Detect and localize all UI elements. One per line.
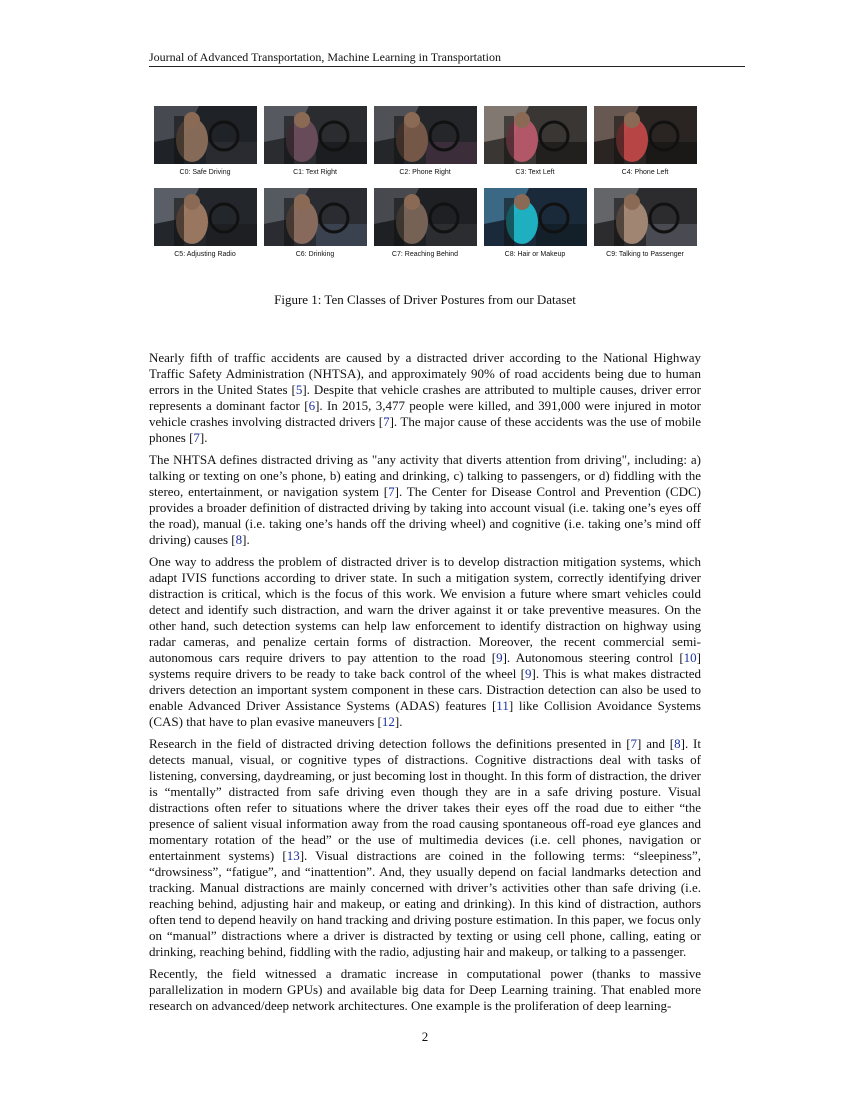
seat-back: [504, 116, 514, 164]
driver-photo-scene: [374, 106, 477, 164]
seat-back: [284, 116, 294, 164]
citation-link[interactable]: 11: [496, 698, 509, 714]
seat-back: [614, 116, 624, 164]
seat-back: [174, 116, 184, 164]
running-head: Journal of Advanced Transportation, Machine Learning in Transportation: [149, 50, 745, 67]
citation-link[interactable]: 13: [286, 848, 300, 864]
body-text: [149, 350, 701, 1021]
paragraph-text: Nearly fifth of traffic accidents are caused by a distracted driver according to the National Highway Traffic Safety Administration (NHTSA), and approximately 90% of road accidents being due to human errors in the United States [: [149, 350, 701, 397]
driver-photo: [484, 106, 587, 164]
citation-link[interactable]: 8: [674, 736, 681, 752]
paragraph-text: Recently, the field witnessed a dramatic increase in computational power (thanks to massive parallelization in modern GPUs) and available big data for Deep Learning training. That enabled more research on advanced/deep network architectures. One example is the proliferation of deep learning-: [149, 966, 701, 1014]
body-paragraph: [149, 736, 701, 959]
paragraph-text: ]. Despite that vehicle crashes are attributed to multiple causes, driver error represents a dominant factor [: [149, 381, 701, 413]
paragraph-text: ].: [242, 531, 250, 547]
citation-link[interactable]: 9: [525, 666, 532, 682]
figure-panel: [590, 106, 700, 176]
driver-head: [294, 194, 310, 210]
figure-panel: [150, 188, 260, 258]
paragraph-text: ]. Autonomous steering control [: [502, 650, 684, 666]
figure-title: Figure 1: Ten Classes of Driver Postures from our Dataset: [274, 292, 576, 307]
body-paragraph: [149, 452, 701, 548]
paragraph-text: ].: [394, 713, 403, 729]
driver-photo-scene: [154, 106, 257, 164]
paragraph-text: ]. The Center for Disease Control and Prevention (CDC) provides a broader definition of distracted driving by taking into account visual (i.e. taking one’s eyes off the road), manual (i.e. taking one’s hands off the driving wheel) and cognitive (i.e. taking one’s mind off driving) causes [: [149, 484, 702, 547]
figure-panel-caption: C1: Text Right: [293, 169, 337, 176]
paragraph-text: ] systems require drivers to be ready to take back control of the wheel [: [149, 650, 701, 682]
driver-photo: [264, 106, 367, 164]
figure-panel-caption: C8: Hair or Makeup: [504, 251, 566, 258]
driver-photo: [154, 106, 257, 164]
figure-panel: [480, 188, 590, 258]
driver-photo-scene: [484, 106, 587, 164]
citation-link[interactable]: 6: [308, 397, 316, 413]
paragraph-text: One way to address the problem of distracted driver is to develop distraction mitigation systems, which adapt IVIS functions according to driver state. In such a mitigation system, correctly identifying driver distraction is critical, which is the focus of this work. We envision a future where smart vehicles could detect and identify such distraction, and warn the driver against it or take preventive measures. On the other hand, such detection systems can help law enforcement to identify distraction on highway using radar cameras, and penalize certain forms of distraction. Moreover, the recent commercial semi-autonomous cars require drivers to pay attention to the road [: [149, 554, 701, 666]
figure-panel: [260, 106, 370, 176]
driver-photo-scene: [264, 106, 367, 164]
body-paragraph: [149, 350, 701, 446]
figure-panel-caption: C3: Text Left: [515, 169, 555, 176]
driver-head: [514, 194, 530, 210]
seat-back: [394, 116, 404, 164]
driver-head: [184, 112, 200, 128]
seat-back: [394, 198, 404, 246]
driver-photo-scene: [484, 188, 587, 246]
body-paragraph: [149, 966, 701, 1014]
figure-panel-caption: C0: Safe Driving: [179, 169, 231, 176]
figure-panel: [370, 188, 480, 258]
paragraph-text: ] like Collision Avoidance Systems (CAS) that have to plan evasive maneuvers [: [149, 698, 701, 729]
page-number: 2: [421, 1029, 429, 1044]
driver-head: [184, 194, 200, 210]
figure-panel-caption: C9: Talking to Passenger: [606, 251, 684, 258]
paragraph-text: ]. Visual distractions are coined in the following terms: “sleepiness”, “drowsiness”, “fatigue”, and “inattention”. And, they usually depend on facial landmarks detection and tracking. Manual distractions are mainly concerned with driver’s activities other than safe driving (i.e. reaching behind, adjusting hair and makeup, or eating and drinking). In this kind of distraction, authors often tend to depend heavily on hand tracking and driving posture estimation. In this paper, we focus only on “manual” distractions where a driver is distracted by texting or using cell phone, calling, eating or drinking, reaching behind, fiddling with the radio, adjusting hair and makeup, or talking to a passenger.: [149, 848, 701, 959]
citation-link[interactable]: 7: [630, 736, 638, 752]
paragraph-text: The NHTSA defines distracted driving as "any activity that diverts attention from driving", including: a) talking or texting on one’s phone, b) eating and drinking, c) talking to passengers, or d) fiddling with the stereo, entertainment, or navigation system [: [149, 452, 701, 500]
seat-back: [174, 198, 184, 246]
citation-link[interactable]: 7: [388, 484, 395, 500]
driver-head: [514, 112, 530, 128]
citation-link[interactable]: 10: [683, 650, 697, 666]
citation-link[interactable]: 12: [381, 713, 395, 729]
citation-link[interactable]: 5: [295, 381, 303, 397]
citation-link[interactable]: 7: [193, 429, 200, 445]
driver-photo-scene: [264, 188, 367, 246]
driver-photo: [374, 188, 477, 246]
figure-panel-caption: C2: Phone Right: [399, 169, 451, 176]
paragraph-text: ] and [: [637, 736, 675, 752]
driver-head: [404, 112, 420, 128]
figure-panel: [480, 106, 590, 176]
figure-panel: [590, 188, 700, 258]
driver-photo-scene: [594, 106, 697, 164]
figure-panel: [260, 188, 370, 258]
driver-head: [294, 112, 310, 128]
driver-head: [624, 112, 640, 128]
driver-photo-scene: [594, 188, 697, 246]
paragraph-text: ]. In 2015, 3,477 people were killed, and 391,000 were injured in motor vehicle crashes involving distracted drivers [: [149, 397, 702, 429]
figure-panel-caption: C7: Reaching Behind: [391, 251, 459, 258]
seat-back: [284, 198, 294, 246]
figure-panel: [150, 106, 260, 176]
driver-photo: [594, 106, 697, 164]
paragraph-text: ]. This is what makes distracted drivers detection an important system component in these cars. Distraction detection can also be used to enable Advanced Driver Assistance Systems (ADAS) features [: [149, 666, 701, 714]
seat-back: [504, 198, 514, 246]
driver-photo-scene: [154, 188, 257, 246]
paragraph-text: Research in the field of distracted driving detection follows the definitions presented in [: [149, 736, 631, 752]
driver-photo: [594, 188, 697, 246]
driver-photo: [374, 106, 477, 164]
seat-back: [614, 198, 624, 246]
figure-panel-caption: C4: Phone Left: [621, 169, 669, 176]
figure-1-grid: [150, 106, 700, 266]
paragraph-text: ].: [199, 429, 208, 445]
driver-head: [624, 194, 640, 210]
citation-link[interactable]: 9: [496, 650, 503, 666]
figure-panel-caption: C5: Adjusting Radio: [174, 251, 236, 258]
body-paragraph: [149, 554, 701, 729]
driver-photo-scene: [374, 188, 477, 246]
citation-link[interactable]: 8: [235, 531, 243, 547]
driver-photo: [264, 188, 367, 246]
figure-panel: [370, 106, 480, 176]
driver-photo: [484, 188, 587, 246]
figure-panel-caption: C6: Drinking: [295, 251, 335, 258]
paragraph-text: ]. It detects manual, visual, or cognitive types of distractions. Cognitive distractions deal with tasks of listening, conversing, daydreaming, or just becoming lost in thought. In this form of distraction, the driver is “mentally” distracted from safe driving even though they are in a safe driving posture. Visual distractions often refer to situations where the driver takes their eyes off the road due to either “the presence of salient visual information away from the road causing spontaneous off-road eye glances and momentary rotation of the head” or the use of multimedia devices (i.e. cell phones, navigation or entertainment systems) [: [149, 736, 701, 864]
citation-link[interactable]: 7: [383, 413, 390, 429]
driver-photo: [154, 188, 257, 246]
driver-head: [404, 194, 420, 210]
paragraph-text: ]. The major cause of these accidents was the use of mobile phones [: [149, 413, 701, 445]
